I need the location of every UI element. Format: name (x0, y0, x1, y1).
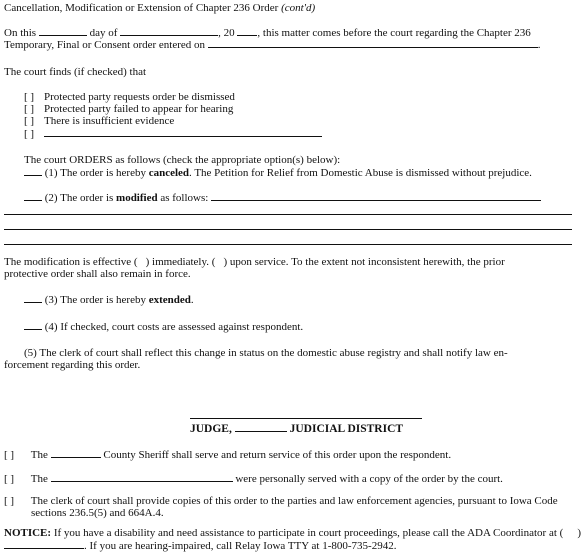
judge-signature-line[interactable] (190, 418, 422, 419)
order-2-checkline[interactable] (24, 191, 42, 201)
notice-text-1-end: ) (577, 527, 581, 539)
service-item-1 (4, 448, 451, 462)
other-finding-field[interactable] (44, 127, 322, 137)
order-1-checkline[interactable] (24, 166, 42, 176)
finding-checkbox[interactable]: [ ] (24, 115, 35, 127)
year-field[interactable] (237, 26, 257, 36)
order-4 (24, 320, 303, 334)
intro-year-prefix: , 20 (218, 27, 235, 39)
order-5-line-2: forcement regarding this order. (4, 359, 141, 371)
intro-end: . (537, 39, 541, 51)
service-3-line-1: The clerk of court shall provide copies of this order to the parties and law enforcement agencies, pursuant to Iowa Code (30, 495, 558, 507)
service-1-pre: The (30, 449, 48, 461)
service-1-post: County Sheriff shall serve and return service of this order upon the respondent. (103, 449, 452, 461)
order-2 (24, 191, 541, 205)
finding-item-other (24, 127, 322, 141)
modification-field[interactable] (211, 191, 541, 201)
intro-text-2: Temporary, Final or Consent order entered on (4, 39, 206, 51)
district-number-field[interactable] (235, 422, 287, 432)
intro-day-of: day of (89, 27, 118, 39)
service-item-2 (4, 472, 503, 486)
ada-phone-field[interactable] (4, 539, 84, 549)
judge-label: JUDGE, (190, 423, 232, 435)
header-title: Cancellation, Modification or Extension of Chapter 236 Order (4, 2, 279, 14)
entered-on-field[interactable] (208, 38, 538, 48)
order-5-line-1: (5) The clerk of court shall reflect this change in status on the domestic abuse registry and shall notify law en- (24, 347, 508, 359)
notice-text-2: . If you are hearing-impaired, call Relay Iowa TTY at 1-800-735-2942. (84, 540, 397, 552)
finding-checkbox[interactable]: [ ] (24, 128, 35, 140)
intro-line-2 (4, 38, 541, 52)
service-2-pre: The (30, 473, 48, 485)
finding-checkbox[interactable]: [ ] (24, 103, 35, 115)
service-checkbox[interactable]: [ ] (4, 449, 15, 461)
finding-label: Protected party failed to appear for hearing (44, 103, 234, 115)
modification-effective-2: protective order shall also remain in force. (4, 268, 191, 280)
order-2-post: as follows: (157, 192, 209, 204)
order-4-text: (4) If checked, court costs are assessed against respondent. (44, 321, 304, 333)
service-checkbox[interactable]: [ ] (4, 495, 15, 507)
served-parties-field[interactable] (51, 472, 233, 482)
order-1-pre: (1) The order is hereby (44, 167, 149, 179)
intro-on-this: On this (4, 27, 37, 39)
order-2-pre: (2) The order is (44, 192, 117, 204)
modification-line[interactable] (4, 229, 572, 230)
order-3-checkline[interactable] (24, 293, 42, 303)
order-4-checkline[interactable] (24, 320, 42, 330)
page-header (4, 2, 315, 15)
service-checkbox[interactable]: [ ] (4, 473, 15, 485)
orders-heading: The court ORDERS as follows (check the appropriate option(s) below): (24, 154, 341, 166)
judicial-district-label: JUDICIAL DISTRICT (289, 423, 404, 435)
findings-heading: The court finds (if checked) that (4, 66, 147, 78)
order-1 (24, 166, 532, 180)
order-1-post: . The Petition for Relief from Domestic Abuse is dismissed without prejudice. (189, 167, 532, 179)
order-3 (24, 293, 194, 307)
service-3-line-2: sections 236.5(5) and 664A.4. (31, 507, 164, 519)
finding-label: Protected party requests order be dismissed (44, 91, 235, 103)
order-3-bold: extended (148, 294, 191, 306)
order-3-post: . (190, 294, 194, 306)
notice-line-2 (4, 539, 396, 553)
finding-checkbox[interactable]: [ ] (24, 91, 35, 103)
county-field[interactable] (51, 448, 101, 458)
notice-text-1: If you have a disability and need assistance to participate in court proceedings, please call the ADA Coordinator at ( (51, 527, 564, 539)
modification-line[interactable] (4, 214, 572, 215)
finding-label: There is insufficient evidence (44, 115, 175, 127)
mod-effective-c: ) upon service. To the extent not inconsistent herewith, the prior (223, 256, 505, 268)
notice-label: NOTICE: (4, 527, 52, 539)
order-1-bold: canceled (148, 167, 190, 179)
mod-effective-a: The modification is effective ( (4, 256, 138, 268)
intro-text-1: , this matter comes before the court regarding the Chapter 236 (257, 27, 531, 39)
month-field[interactable] (120, 26, 218, 36)
service-2-post: were personally served with a copy of the order by the court. (235, 473, 503, 485)
judge-block (190, 422, 403, 436)
header-cont: (cont'd) (281, 2, 316, 14)
day-field[interactable] (39, 26, 87, 36)
mod-effective-b: ) immediately. ( (145, 256, 216, 268)
modification-line[interactable] (4, 244, 572, 245)
order-3-pre: (3) The order is hereby (44, 294, 149, 306)
order-2-bold: modified (116, 192, 158, 204)
